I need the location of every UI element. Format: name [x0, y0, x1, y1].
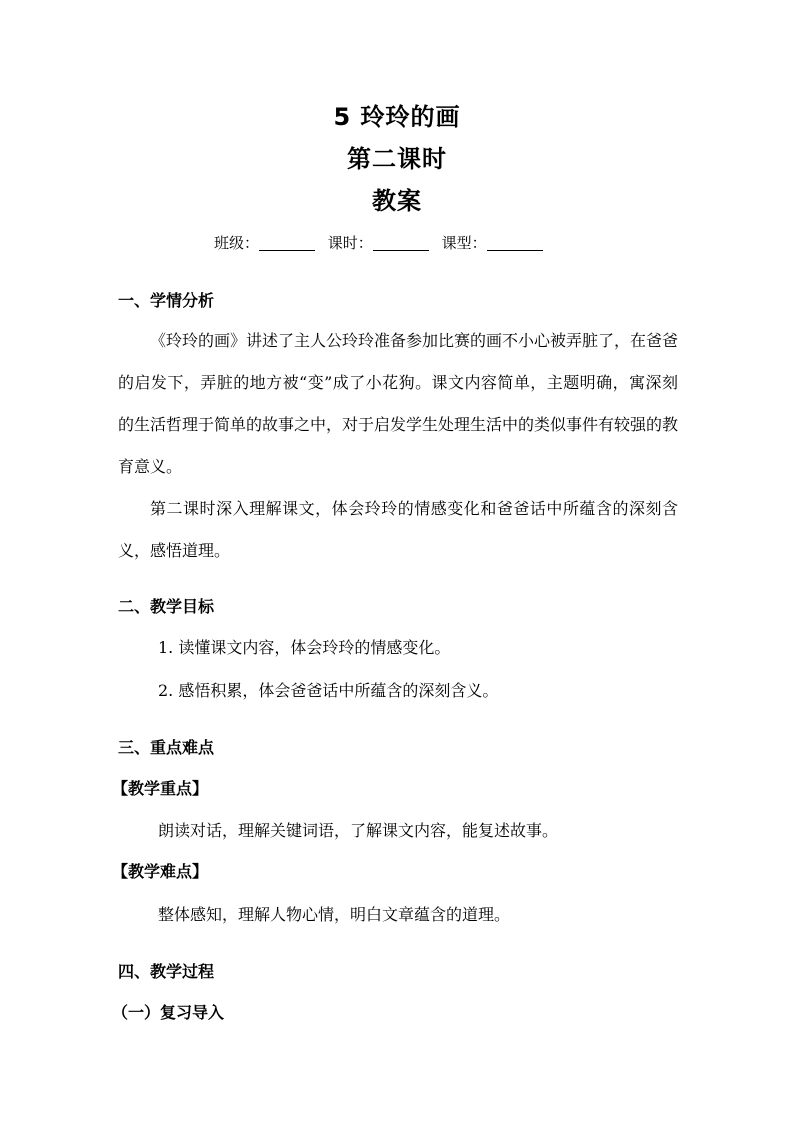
difficulty-text: 整体感知，理解人物心情，明白文章蕴含的道理。	[158, 905, 511, 924]
analysis-paragraph-2: 第二课时深入理解课文，体会玲玲的情感变化和爸爸话中所蕴含的深刻含义，感悟道理。	[118, 499, 678, 560]
process-subheading-review: （一）复习导入	[112, 1003, 225, 1022]
section-heading-objectives: 二、教学目标	[118, 597, 215, 616]
section-heading-key-points: 三、重点难点	[118, 738, 215, 757]
lesson-title: 5 玲玲的画	[333, 103, 461, 131]
section-heading-process: 四、教学过程	[118, 962, 215, 981]
class-label: 班级：	[214, 234, 260, 252]
objective-item-2: 2. 感悟积累，体会爸爸话中所蕴含的深刻含义。	[158, 681, 499, 700]
objective-item-1: 1. 读懂课文内容，体会玲玲的情感变化。	[158, 638, 451, 657]
document-type-title: 教案	[372, 187, 422, 215]
key-point-label: 【教学重点】	[112, 779, 209, 798]
period-blank	[373, 234, 429, 251]
difficulty-label: 【教学难点】	[112, 862, 209, 881]
section-heading-analysis: 一、学情分析	[118, 291, 215, 310]
period-label: 课时：	[327, 234, 373, 252]
key-point-text: 朗读对话，理解关键词语，了解课文内容，能复述故事。	[158, 821, 559, 840]
class-blank	[259, 234, 315, 251]
analysis-paragraph-1: 《玲玲的画》讲述了主人公玲玲准备参加比赛的画不小心被弄脏了，在爸爸的启发下，弄脏的地方被“变”成了小花狗。课文内容简单，主题明确，寓深刻的生活哲理于简单的故事之中，对于启发学生处理生活中的类似事件有较强的教育意义。	[118, 331, 679, 476]
type-label: 课型：	[441, 234, 487, 252]
type-blank	[487, 234, 543, 251]
meta-line	[214, 232, 594, 254]
lesson-period-title: 第二课时	[347, 145, 447, 173]
